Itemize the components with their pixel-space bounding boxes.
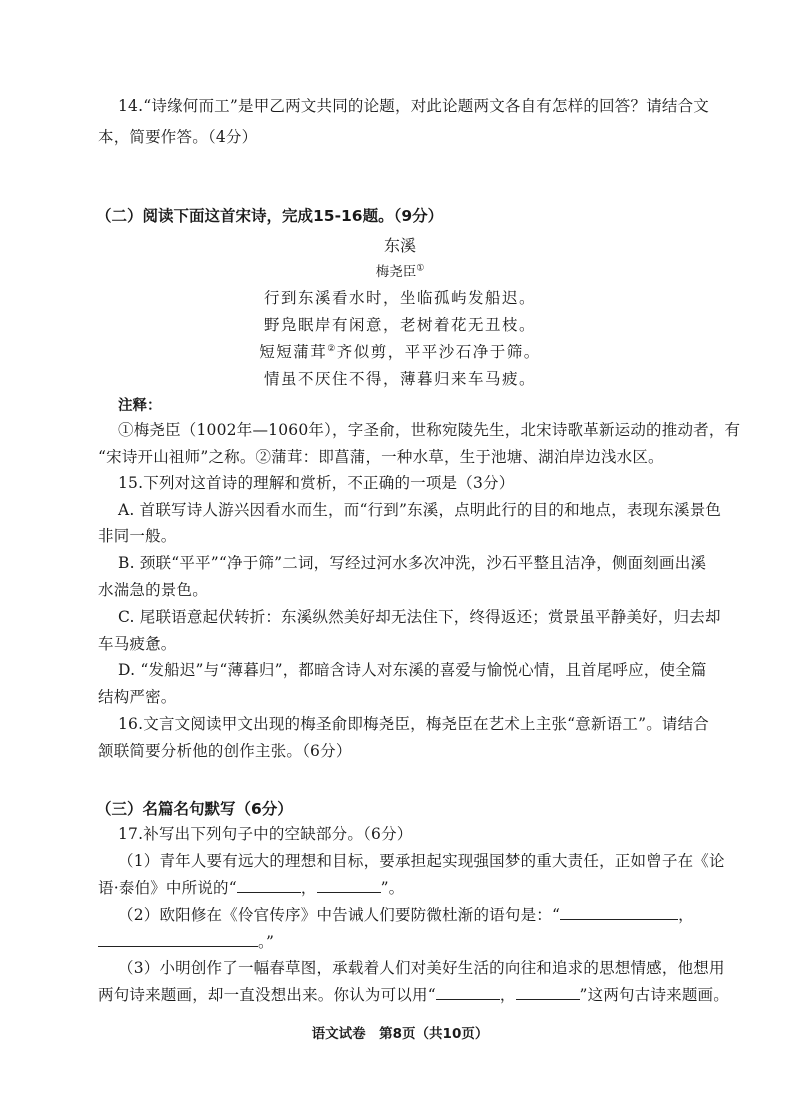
q14-line1: 14.“诗缘何而工”是甲乙两文共同的论题，对此论题两文各自有怎样的回答？请结合文 xyxy=(118,97,710,115)
poem-footnote-mark-2: ② xyxy=(327,343,337,354)
poem-line-3-part1: 短短蒲茸 xyxy=(259,343,328,361)
q16-line1: 16.文言文阅读甲文出现的梅圣俞即梅尧臣，梅尧臣在艺术上主张“意新语工”。请结合 xyxy=(118,715,710,733)
q17-part1-line2 xyxy=(98,877,404,899)
poem-title: 东溪 xyxy=(383,236,416,255)
q15-option-b-line1: B. 颈联“平平”“净于筛”二词，写经过河水多次冲洗，沙石平整且洁净，侧面刻画出溪 xyxy=(118,554,707,572)
poem-line-3-part2: 齐似剪，平平沙石净于筛。 xyxy=(336,343,541,361)
answer-blank-4[interactable] xyxy=(98,932,258,947)
q17-part3-prefix: 两句诗来题画，却一直没想出来。你认为可以用“ xyxy=(98,986,436,1004)
q16-line2: 颔联简要分析他的创作主张。（6分） xyxy=(98,742,352,760)
q17-stem: 17.补写出下列句子中的空缺部分。（6分） xyxy=(118,825,413,843)
q15-option-a-line2: 非同一般。 xyxy=(98,527,177,545)
q15-option-d-line1: D. “发船迟”与“薄暮归”，都暗含诗人对东溪的喜爱与愉悦心情，且首尾呼应，使全篇 xyxy=(118,661,707,679)
q17-part2-line1 xyxy=(118,904,694,926)
page-footer: 语文试卷 第8页（共10页） xyxy=(311,1026,489,1042)
answer-blank-5[interactable] xyxy=(436,985,500,1000)
poem-line-1: 行到东溪看水时，坐临孤屿发船迟。 xyxy=(263,289,536,307)
answer-blank-2[interactable] xyxy=(317,878,381,893)
q17-part2-suffix: 。” xyxy=(258,933,275,951)
note1-line1: ①梅尧臣（1002年—1060年），字圣俞，世称宛陵先生，北宋诗歌革新运动的推动者，有 xyxy=(118,421,741,439)
poem-author-name: 梅尧臣 xyxy=(375,264,417,280)
section2-heading: （二）阅读下面这首宋诗，完成15-16题。（9分） xyxy=(96,207,444,225)
q17-part2-prefix: （2）欧阳修在《伶官传序》中告诫人们要防微杜渐的语句是：“ xyxy=(118,906,561,924)
poem-line-3 xyxy=(0,340,800,362)
note1-line2: “宋诗开山祖师”之称。②蒲茸：即菖蒲，一种水草，生于池塘、湖泊岸边浅水区。 xyxy=(98,448,664,466)
q15-option-b-line2: 水湍急的景色。 xyxy=(98,581,208,599)
q15-option-c-line1: C. 尾联语意起伏转折：东溪纵然美好却无法住下，终得返还；赏景虽平静美好，归去却 xyxy=(118,608,721,626)
q17-part3-comma: ， xyxy=(499,986,516,1004)
q17-part2-comma: ， xyxy=(678,906,694,924)
poem-line-2: 野凫眠岸有闲意，老树着花无丑枝。 xyxy=(263,316,536,334)
q17-part1-line1: （1）青年人要有远大的理想和目标，要承担起实现强国梦的重大责任，正如曾子在《论 xyxy=(118,852,725,870)
answer-blank-6[interactable] xyxy=(516,985,580,1000)
q14-line2: 本，简要作答。（4分） xyxy=(98,128,258,146)
q15-option-a-line1: A. 首联写诗人游兴因看水而生，而“行到”东溪，点明此行的目的和地点，表现东溪景色 xyxy=(118,501,722,519)
q17-part1-comma: ， xyxy=(300,879,317,897)
q17-part3-suffix: ”这两句古诗来题画。 xyxy=(579,986,729,1004)
q17-part1-suffix: ”。 xyxy=(380,879,405,897)
q15-stem: 15.下列对这首诗的理解和赏析，不正确的一项是（3分） xyxy=(118,474,515,492)
section3-heading: （三）名篇名句默写（6分） xyxy=(96,800,293,818)
notes-label: 注释： xyxy=(118,398,162,414)
poem-author xyxy=(0,260,800,280)
poem-author-footnote-mark: ① xyxy=(416,263,425,274)
q15-option-d-line2: 结构严密。 xyxy=(98,688,177,706)
q15-option-c-line2: 车马疲惫。 xyxy=(98,635,177,653)
answer-blank-1[interactable] xyxy=(237,878,301,893)
poem-line-4: 情虽不厌住不得，薄暮归来车马疲。 xyxy=(263,370,536,388)
q17-part3-line1: （3）小明创作了一幅春草图，承载着人们对美好生活的向往和追求的思想情感，他想用 xyxy=(118,959,725,977)
q17-part2-line2 xyxy=(98,931,274,953)
q17-part3-line2 xyxy=(98,984,729,1006)
answer-blank-3[interactable] xyxy=(560,905,678,920)
q17-part1-prefix: 语·泰伯》中所说的“ xyxy=(98,879,237,897)
